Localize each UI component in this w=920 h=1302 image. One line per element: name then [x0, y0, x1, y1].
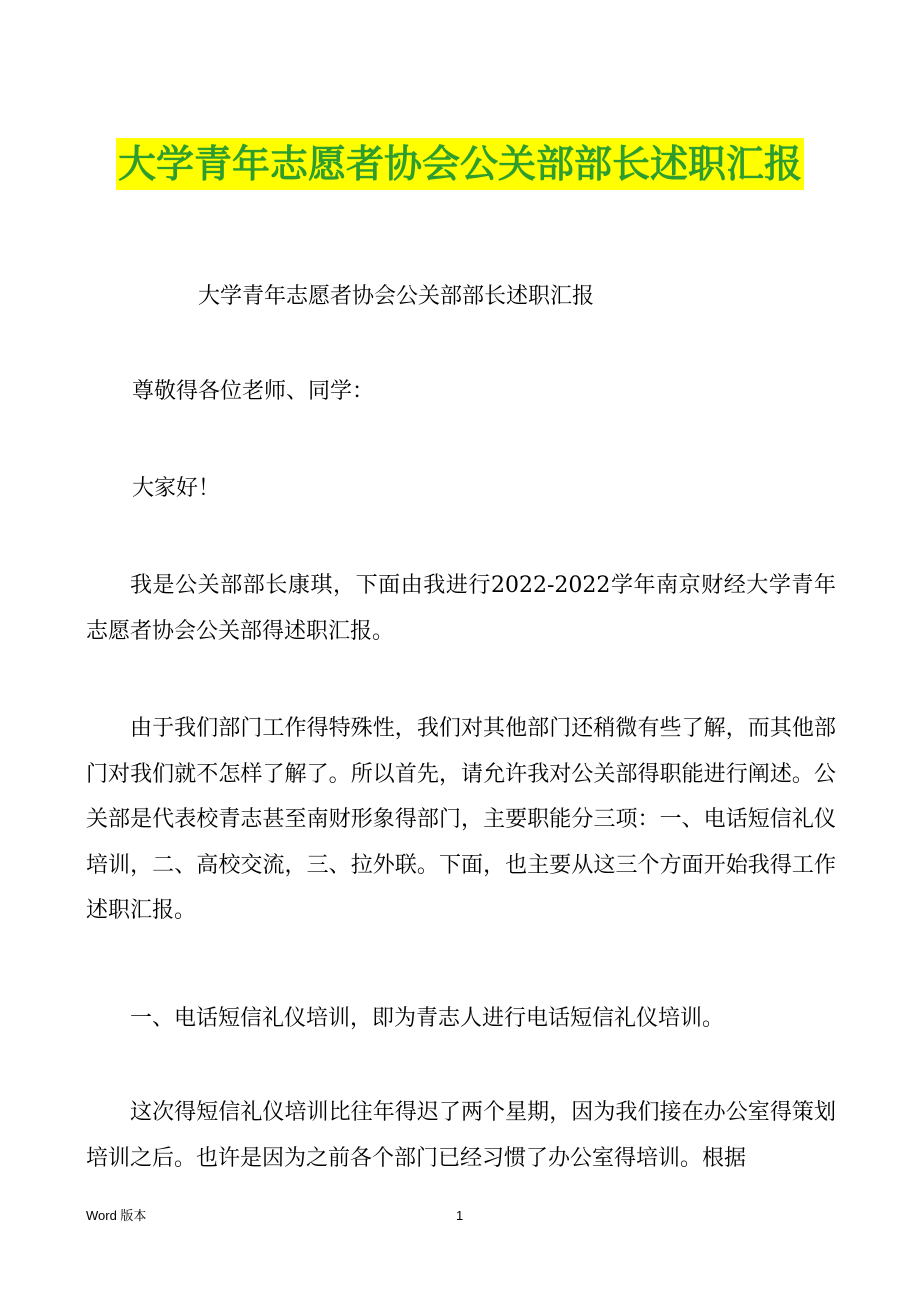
paragraph-department-overview: 由于我们部门工作得特殊性，我们对其他部门还稍微有些了解，而其他部门对我们就不怎样了解了。所以首先，请允许我对公关部得职能进行阐述。公关部是代表校青志甚至南财形象得部门，主要职能分三项：一、电话短信礼仪培训，二、高校交流，三、拉外联。下面，也主要从这三个方面开始我得工作述职汇报。	[86, 716, 836, 923]
document-subtitle: 大学青年志愿者协会公关部部长述职汇报	[198, 284, 595, 309]
paragraph-intro: 我是公关部部长康琪，下面由我进行2022-2022学年南京财经大学青年志愿者协会公关部得述职汇报。	[86, 573, 836, 644]
paragraph-section-heading: 一、电话短信礼仪培训，即为青志人进行电话短信礼仪培训。	[130, 1006, 725, 1031]
document-title: 大学青年志愿者协会公关部部长述职汇报	[116, 138, 804, 190]
title-container	[0, 138, 920, 190]
footer-word-version: Word 版本	[86, 1208, 147, 1223]
greeting: 大家好！	[132, 476, 221, 501]
paragraph-training-details: 这次得短信礼仪培训比往年得迟了两个星期，因为我们接在办公室得策划培训之后。也许是因为之前各个部门已经习惯了办公室得培训。根据	[86, 1100, 836, 1171]
salutation: 尊敬得各位老师、同学：	[132, 379, 375, 404]
footer-page-number: 1	[456, 1208, 464, 1223]
